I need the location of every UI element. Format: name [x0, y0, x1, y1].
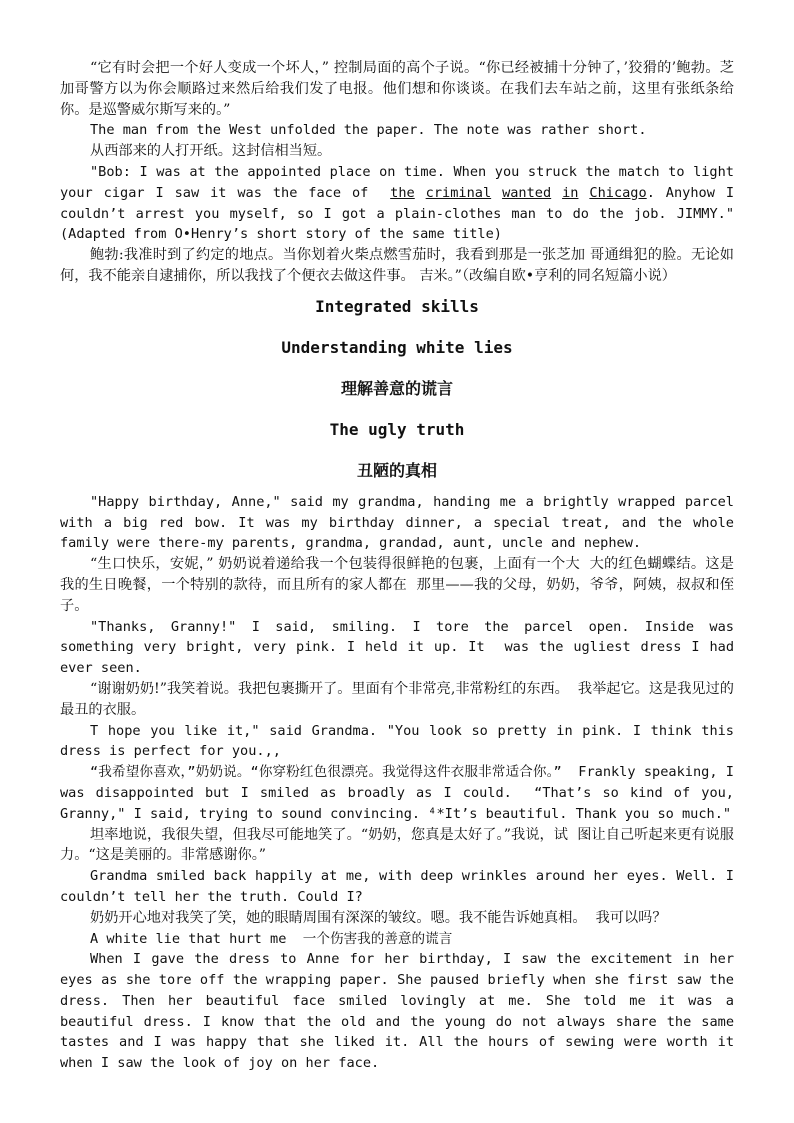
note-text-start: "Bob: I was at the appointed place on time. When you struck the match to light your cigar I saw it was the face of — [60, 163, 743, 201]
underlined-word-chicago: Chicago — [589, 184, 647, 201]
story-paragraph-zh-2: “生口快乐，安妮，” 奶奶说着递给我一个包装得很鲜艳的包裹，上面有一个大 大的红色蝴蝶结。这是我的生日晚餐，一个特别的款待，而且所有的家人都在 那里——我的父母，奶奶，爷爷，阿姨，叔叔和侄子。 — [60, 556, 734, 614]
story-paragraph-zh-9: 奶奶开心地对我笑了笑，她的眼睛周围有深深的皱纹。嗯。我不能告诉她真相。 我可以吗？ — [90, 909, 667, 926]
underlined-word-the: the — [390, 184, 415, 201]
story-paragraph-en-1: "Happy birthday, Anne," said my grandma, handing me a brightly wrapped parcel with a big red bow. It was my birthday dinner, a special treat, and the whole family were there-my parents, grandma, grandad, aunt, uncle and nephew. — [60, 493, 743, 552]
note-text-end: . Anyhow I couldn’t arrest you myself, so I got a plain-clothes man to do the job. JIMMY." (Adapted from O•Henry’s short story of the same title) — [60, 184, 743, 243]
underlined-word-in: in — [562, 184, 579, 201]
story-paragraph-en-8: Grandma smiled back happily at me, with deep wrinkles around her eyes. Well. I couldn’t tell her the truth. Could I? — [60, 868, 743, 905]
story-subheading-white-lie: A white lie that hurt me 一个伤害我的善意的谎言 — [90, 930, 453, 947]
heading-understanding-white-lies-zh: 理解善意的谎言 — [340, 378, 453, 398]
story-paragraph-zh-4: “谢谢奶奶!”我笑着说。我把包裹撕开了。里面有个非常亮,非常粉红的东西。 我举起它。这是我见过的最丑的衣服。 — [60, 680, 734, 718]
intro-paragraph-en-4 — [60, 162, 743, 245]
intro-paragraph-zh-1: “它有时会把一个好人变成一个坏人，” 控制局面的高个子说。“你已经被捕十分钟了，’狡猾的’鲍勃。芝加哥警方以为你会顺路过来然后给我们发了电报。他们想和你谈谈。在我们去车站之前，这里有张纸条给你。是巡警威尔斯写来的。” — [60, 60, 734, 118]
document-page — [60, 58, 743, 1074]
intro-paragraph-zh-5: 鲍勃:我准时到了约定的地点。当你划着火柴点燃雪茄时，我看到那是一张芝加 哥通缉犯的脸。无论如何，我不能亲自逮捕你，所以我找了个便衣去做这件事。 吉米。”（改编自欧•亨利的同名短篇小说） — [60, 247, 734, 284]
heading-integrated-skills: Integrated skills — [315, 296, 479, 316]
story-paragraph-en-11: When I gave the dress to Anne for her birthday, I saw the excitement in her eyes as she tore off the wrapping paper. She paused briefly when she first saw the dress. Then her beautiful face smiled lovingly at me. She told me it was a beautiful dress. I know that the old and the young do not always share the same tastes and I was happy that she liked it. All the hours of sewing were worth it when I saw the look of joy on her face. — [60, 951, 743, 1072]
story-paragraph-en-3: "Thanks, Granny!" I said, smiling. I tore the parcel open. Inside was something very bright, very pink. I held it up. It was the ugliest dress I had ever seen. — [60, 618, 743, 677]
intro-paragraph-zh-3: 从西部来的人打开纸。这封信相当短。 — [90, 143, 332, 160]
heading-understanding-white-lies: Understanding white lies — [281, 337, 513, 357]
heading-the-ugly-truth-zh: 丑陋的真相 — [356, 460, 437, 480]
intro-paragraph-en-2: The man from the West unfolded the paper. The note was rather short. — [90, 122, 647, 139]
story-paragraph-en-5: T hope you like it," said Grandma. "You look so pretty in pink. I think this dress is perfect for you.,, — [60, 722, 743, 760]
story-paragraph-mixed-6: “我希望你喜欢，”奶奶说。“你穿粉红色很漂亮。我觉得这件衣服非常适合你。” Frankly speaking, I was disappointed but I smiled as broadly as I could. “That’s so kind of you, Granny," I said, trying to sound convincing. ⁴*It’s beautiful. Thank you so much." — [60, 764, 743, 822]
underlined-word-criminal: criminal — [425, 184, 492, 201]
story-paragraph-zh-7: 坦率地说，我很失望，但我尽可能地笑了。“奶奶，您真是太好了。”我说，试 图让自己听起来更有说服力。“这是美丽的。非常感谢你。” — [60, 826, 734, 864]
heading-the-ugly-truth: The ugly truth — [329, 419, 465, 439]
underlined-word-wanted: wanted — [502, 184, 552, 201]
